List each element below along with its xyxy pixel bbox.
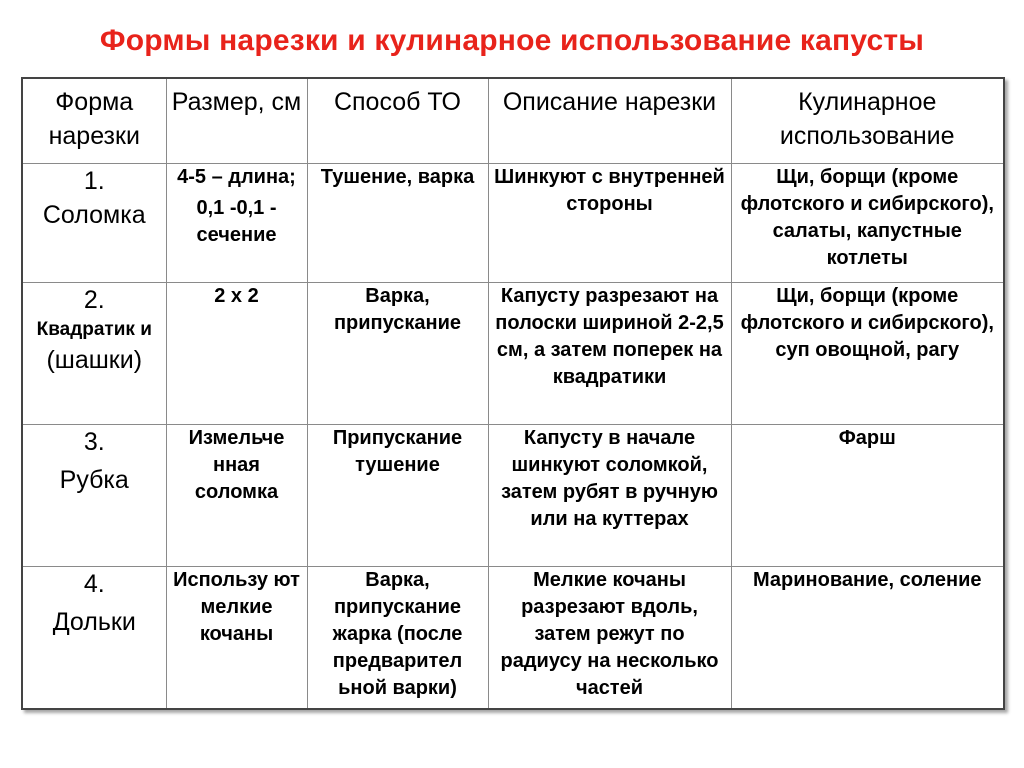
row-method: Припускание тушение: [307, 425, 488, 567]
row-form-name: Рубка: [59, 466, 129, 494]
row-usage: Маринование, соление: [731, 567, 1004, 710]
row-method: Тушение, варка: [307, 164, 488, 283]
row-form-cell: [22, 164, 166, 283]
header-description: Описание нарезки: [488, 78, 731, 164]
row-size: Использу ют мелкие кочаны: [166, 567, 307, 710]
row-usage: Щи, борщи (кроме флотского и сибирского), суп овощной, рагу: [731, 283, 1004, 425]
table-row: [22, 567, 1004, 710]
row-method: Варка, припускание жарка (после предварител ьной варки): [307, 567, 488, 710]
row-method: Варка, припускание: [307, 283, 488, 425]
row-size-section: 0,1 -0,1 - сечение: [196, 197, 277, 246]
header-size: Размер, см: [166, 78, 307, 164]
table-row: [22, 425, 1004, 567]
table-header-row: [22, 78, 1004, 164]
row-description: Капусту в начале шинкуют соломкой, затем рубят в ручную или на куттерах: [488, 425, 731, 567]
row-form-cell: [22, 283, 166, 425]
row-usage: Фарш: [731, 425, 1004, 567]
header-form: Форма нарезки: [22, 78, 166, 164]
row-number: 3.: [83, 428, 105, 456]
row-form-cell: [22, 425, 166, 567]
row-size-length: 4-5 – длина;: [177, 166, 296, 188]
row-description: Шинкуют с внутренней стороны: [488, 164, 731, 283]
table-row: [22, 283, 1004, 425]
row-form-name-extra: (шашки): [46, 346, 143, 374]
page-title: Формы нарезки и кулинарное использование капусты: [99, 24, 925, 57]
row-form-name: Соломка: [42, 201, 146, 229]
row-usage: Щи, борщи (кроме флотского и сибирского), салаты, капустные котлеты: [731, 164, 1004, 283]
row-form-name: Дольки: [52, 608, 136, 636]
header-usage: Кулинарное использование: [731, 78, 1004, 164]
header-method: Способ ТО: [307, 78, 488, 164]
table-row: [22, 164, 1004, 283]
row-size: 2 х 2: [166, 283, 307, 425]
row-number: 1.: [83, 167, 105, 195]
cabbage-cuts-table: [21, 77, 1005, 710]
row-form-cell: [22, 567, 166, 710]
row-number: 4.: [83, 570, 105, 598]
row-size: Измельче нная соломка: [166, 425, 307, 567]
row-number: 2.: [83, 286, 105, 314]
row-size-cell: [166, 164, 307, 283]
row-form-name: Квадратик и: [36, 319, 152, 340]
row-description: Капусту разрезают на полоски шириной 2-2,5 см, а затем поперек на квадратики: [488, 283, 731, 425]
row-description: Мелкие кочаны разрезают вдоль, затем режут по радиусу на несколько частей: [488, 567, 731, 710]
